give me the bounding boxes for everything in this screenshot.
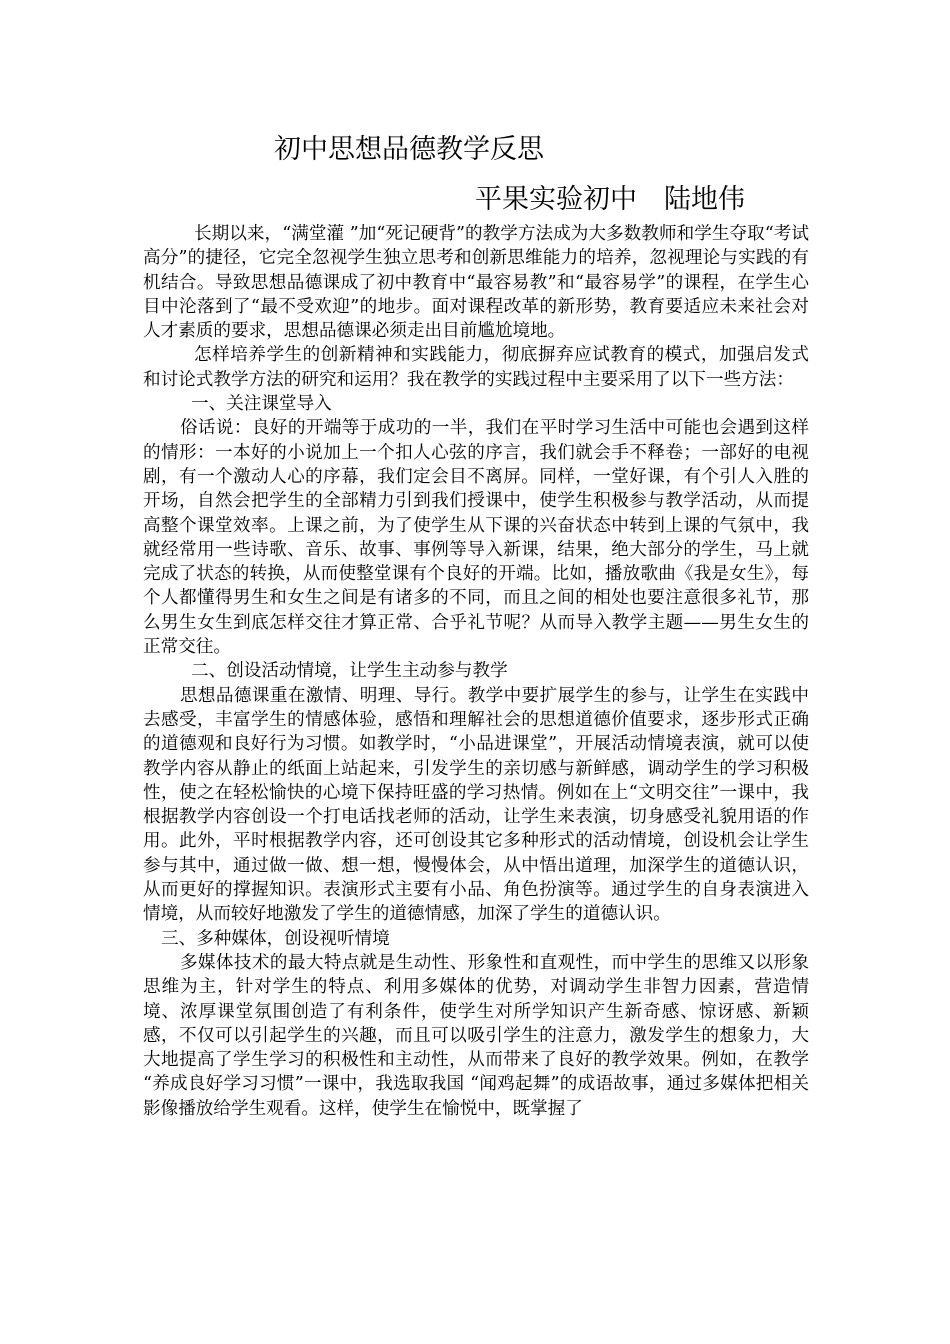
section-3-paragraph: 多媒体技术的最大特点就是生动性、形象性和直观性，而中学生的思维又以形象思维为主，针对学生的特点、利用多媒体的优势，对调动学生非智力因素，营造情境、浓厚课堂氛围创造了有利条件，使学生对所学知识产生新奇感、惊讶感、新颖感，不仅可以引起学生的兴趣，而且可以吸引学生的注意力，激发学生的想象力，大大地提高了学生学习的积极性和主动性，从而带来了良好的教学效果。例如，在教学 “养成良好学习习惯”一课中，我选取我国 “闻鸡起舞”的成语故事，通过多媒体把相关影像播放给学生观看。这样，使学生在愉悦中，既掌握了 <box>143 952 809 1119</box>
section-1-heading: 一、关注课堂导入 <box>191 394 332 415</box>
document-body <box>143 222 809 1121</box>
section-1-paragraph: 俗话说：良好的开端等于成功的一半，我们在平时学习生活中可能也会遇到这样的情形：一本好的小说加上一个扣人心弦的序言，我们就会手不释卷；一部好的电视剧，有一个激动人心的序幕，我们定会目不离屏。同样，一堂好课，有个引人入胜的开场，自然会把学生的全部精力引到我们授课中，使学生积极参与教学活动，从而提高整个课堂效率。上课之前，为了使学生从下课的兴奋状态中转到上课的气氛中，我就经常用一些诗歌、音乐、故事、事例等导入新课，结果，绝大部分的学生，马上就完成了状态的转换，从而使整堂课有个良好的开端。比如，播放歌曲《我是女生》，每个人都懂得男生和女生之间是有诸多的不同，而且之间的相处也要注意很多礼节，那么男生女生到底怎样交往才算正常、合乎礼节呢？从而导入教学主题——男生女生的正常交往。 <box>143 418 809 658</box>
document-title: 初中思想品德教学反思 <box>274 134 544 165</box>
intro-paragraph-1: 长期以来，“满堂灌 ”加“死记硬背”的教学方法成为大多数教师和学生夺取“考试高分”的捷径，它完全忽视学生独立思考和创新思维能力的培养，忽视理论与实践的有机结合。导致思想品德课成了初中教育中“最容易教”和“最容易学”的课程，在学生心目中沦落到了“最不受欢迎”的地步。面对课程改革的新形势，教育要适应未来社会对人才素质的要求，思想品德课必须走出目前尴尬境地。 <box>143 224 809 342</box>
section-2-paragraph: 思想品德课重在激情、明理、导行。教学中要扩展学生的参与，让学生在实践中去感受，丰富学生的情感体验，感悟和理解社会的思想道德价值要求，逐步形式正确的道德观和良好行为习惯。如教学时，“小品进课堂”，开展活动情境表演，就可以使教学内容从静止的纸面上站起来，引发学生的亲切感与新鲜感，调动学生的学习积极性，使之在轻松愉快的心境下保持旺盛的学习热情。例如在上“文明交往”一课中，我根据教学内容创设一个打电话找老师的活动，让学生来表演，切身感受礼貌用语的作用。此外，平时根据教学内容，还可创设其它多种形式的活动情境，创设机会让学生参与其中，通过做一做、想一想，慢慢体会，从中悟出道理，加深学生的道德认识，从而更好的撑握知识。表演形式主要有小品、角色扮演等。通过学生的自身表演进入情境，从而较好地激发了学生的道德情感，加深了学生的道德认识。 <box>143 685 809 925</box>
section-3-heading: 三、多种媒体，创设视听情境 <box>161 928 390 949</box>
section-2-heading: 二、创设活动情境，让学生主动参与教学 <box>191 661 508 682</box>
author-line: 平果实验初中 陆地伟 <box>475 184 745 215</box>
intro-paragraph-2: 怎样培养学生的创新精神和实践能力，彻底摒弃应试教育的模式，加强启发式和讨论式教学方法的研究和运用？我在教学的实践过程中主要采用了以下一些方法： <box>143 345 809 390</box>
